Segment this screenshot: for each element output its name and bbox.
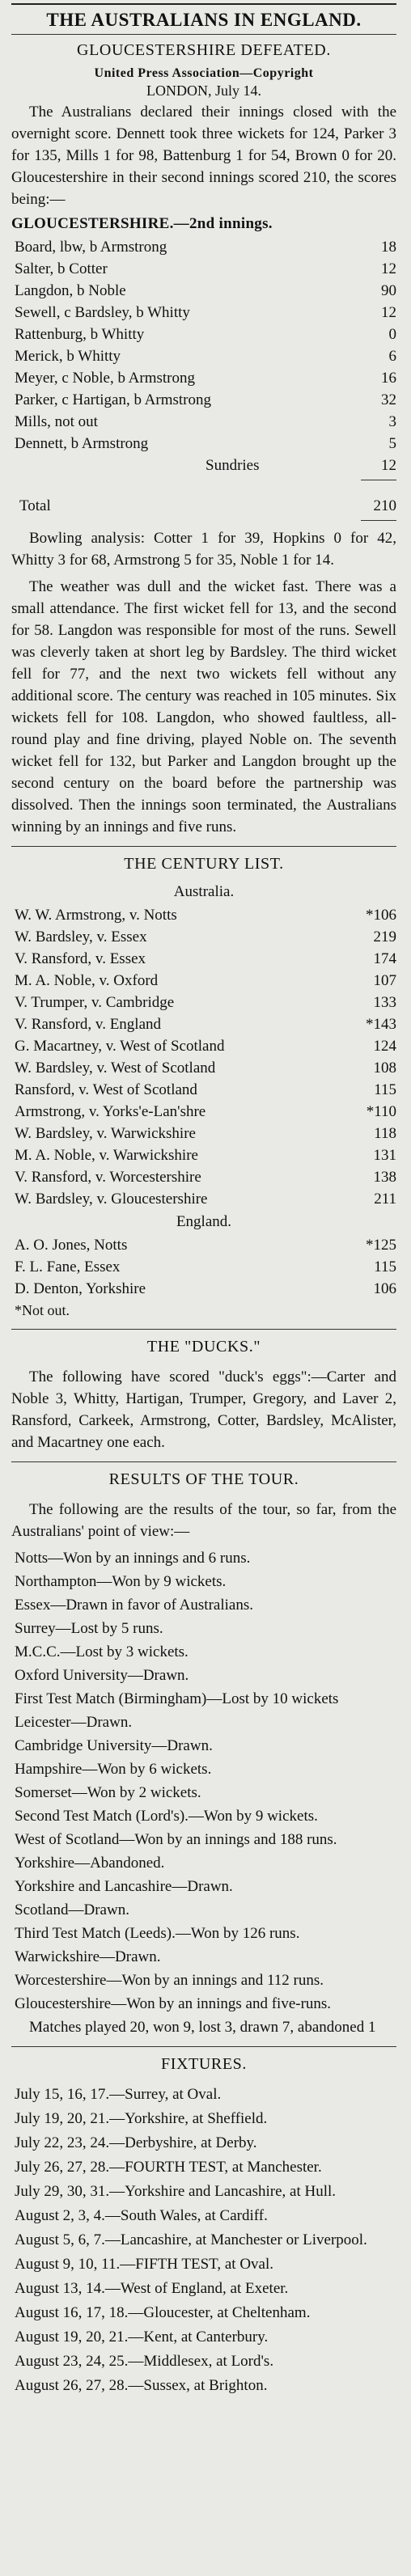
not-out-note: *Not out. <box>15 1302 70 1318</box>
scorecard-row <box>11 302 396 324</box>
australia-label: Australia. <box>173 883 235 900</box>
result-item: Worcestershire—Won by an innings and 112 runs. <box>15 1972 324 1989</box>
result-item: Gloucestershire—Won by an innings and five-runs. <box>15 1995 332 2012</box>
fixture-item: August 19, 20, 21.—Kent, at Canterbury. <box>15 2329 269 2345</box>
batsman: Dennett, b Armstrong <box>15 435 149 452</box>
century-player: Armstrong, v. Yorks'e-Lan'shre <box>15 1103 206 1120</box>
century-score: 107 <box>373 972 396 989</box>
result-item: Notts—Won by an innings and 6 runs. <box>15 1550 251 1567</box>
press-credit: United Press Association—Copyright <box>94 66 314 80</box>
result-item: Scotland—Drawn. <box>15 1901 129 1918</box>
fixture-item: August 13, 14.—West of England, at Exeter. <box>15 2280 289 2297</box>
result-item: Somerset—Won by 2 wickets. <box>15 1784 201 1801</box>
batsman: Merick, b Whitty <box>15 348 121 365</box>
batsman: Salter, b Cotter <box>15 260 108 277</box>
result-item: Yorkshire—Abandoned. <box>15 1855 165 1872</box>
divider <box>11 2046 396 2047</box>
fixtures-list <box>11 2083 396 2396</box>
century-row <box>11 992 396 1013</box>
ducks-paragraph: The following have scored "duck's eggs":—Carter and Noble 3, Whitty, Hartigan, Trumper, Gregory, and Laver 2, Ransford, Carkeek, Armstrong, Cotter, Bardsley, McAlister, and Macartney one each. <box>11 1368 396 1451</box>
century-row <box>11 926 396 948</box>
result-item: Northampton—Won by 9 wickets. <box>15 1573 227 1590</box>
century-player: A. O. Jones, Notts <box>15 1237 128 1254</box>
scorecard-row <box>11 324 396 345</box>
century-score: 124 <box>373 1038 396 1055</box>
runs: 32 <box>381 391 396 408</box>
century-player: V. Ransford, v. England <box>15 1016 162 1033</box>
century-row <box>11 1278 396 1300</box>
fixture-item: August 9, 10, 11.—FIFTH TEST, at Oval. <box>15 2256 274 2273</box>
divider <box>11 1329 396 1330</box>
century-row <box>11 1035 396 1057</box>
century-score: 138 <box>373 1169 396 1186</box>
century-score: 118 <box>374 1125 396 1142</box>
century-score: 219 <box>373 928 396 945</box>
result-item: Oxford University—Drawn. <box>15 1667 189 1684</box>
century-score: 108 <box>373 1060 396 1077</box>
scorecard <box>11 236 396 521</box>
century-row <box>11 904 396 926</box>
century-player: D. Denton, Yorkshire <box>15 1280 146 1297</box>
century-score: 174 <box>373 950 396 967</box>
total-row <box>11 495 396 517</box>
century-player: V. Ransford, v. Worcestershire <box>15 1169 201 1186</box>
result-item: Warwickshire—Drawn. <box>15 1948 161 1965</box>
scorecard-row <box>11 280 396 302</box>
scorecard-row <box>11 236 396 258</box>
fixture-item: July 29, 30, 31.—Yorkshire and Lancashire, at Hull. <box>15 2183 337 2200</box>
scorecard-row <box>11 258 396 280</box>
article-title: THE AUSTRALIANS IN ENGLAND. <box>46 10 362 30</box>
runs: 12 <box>381 304 396 321</box>
century-heading: THE CENTURY LIST. <box>124 855 284 873</box>
fixture-item: July 22, 23, 24.—Derbyshire, at Derby. <box>15 2134 257 2151</box>
result-item: Cambridge University—Drawn. <box>15 1737 213 1754</box>
runs: 90 <box>381 282 396 299</box>
batsman: Meyer, c Noble, b Armstrong <box>15 370 195 387</box>
total-label: Total <box>19 497 51 514</box>
divider <box>11 34 396 35</box>
fixture-item: July 15, 16, 17.—Surrey, at Oval. <box>15 2086 222 2103</box>
results-summary: Matches played 20, won 9, lost 3, drawn 7, abandoned 1 <box>29 2019 376 2036</box>
top-rule <box>11 3 396 5</box>
century-score: 211 <box>374 1191 396 1208</box>
century-player: W. Bardsley, v. Warwickshire <box>15 1125 196 1142</box>
result-item: Third Test Match (Leeds).—Won by 126 runs. <box>15 1925 300 1942</box>
sundries-value: 12 <box>381 457 396 474</box>
result-item: West of Scotland—Won by an innings and 188 runs. <box>15 1831 337 1848</box>
sum-rule <box>361 520 396 521</box>
scorecard-row <box>11 345 396 367</box>
runs: 0 <box>388 326 396 343</box>
scorecard-row <box>11 367 396 389</box>
century-row <box>11 1101 396 1123</box>
fixture-item: August 23, 24, 25.—Middlesex, at Lord's. <box>15 2353 274 2370</box>
sundries-label: Sundries <box>206 457 260 474</box>
scorecard-row <box>11 389 396 411</box>
result-item: Surrey—Lost by 5 runs. <box>15 1620 163 1637</box>
century-row <box>11 1234 396 1256</box>
result-item: Hampshire—Won by 6 wickets. <box>15 1761 212 1778</box>
fixture-item: August 5, 6, 7.—Lancashire, at Manchester or Liverpool. <box>15 2231 367 2248</box>
century-player: V. Ransford, v. Essex <box>15 950 146 967</box>
runs: 16 <box>381 370 396 387</box>
century-score: 131 <box>373 1147 396 1164</box>
runs: 6 <box>388 348 396 365</box>
century-player: Ransford, v. West of Scotland <box>15 1081 197 1098</box>
results-intro: The following are the results of the tour, so far, from the Australians' point of view:— <box>11 1501 396 1540</box>
century-score: *110 <box>366 1103 396 1120</box>
fixture-item: August 26, 27, 28.—Sussex, at Brighton. <box>15 2377 268 2394</box>
bowling-analysis: Bowling analysis: Cotter 1 for 39, Hopkins 0 for 42, Whitty 3 for 68, Armstrong 5 for 35, Noble 1 for 14. <box>11 530 396 569</box>
century-row <box>11 1123 396 1144</box>
batsman: Sewell, c Bardsley, b Whitty <box>15 304 190 321</box>
century-score: 106 <box>373 1280 396 1297</box>
century-player: V. Trumper, v. Cambridge <box>15 994 175 1011</box>
divider <box>11 846 396 847</box>
batsman: Board, lbw, b Armstrong <box>15 239 167 256</box>
batsman: Langdon, b Noble <box>15 282 126 299</box>
century-row <box>11 1144 396 1166</box>
runs: 12 <box>381 260 396 277</box>
century-player: M. A. Noble, v. Warwickshire <box>15 1147 198 1164</box>
runs: 5 <box>388 435 396 452</box>
century-player: G. Macartney, v. West of Scotland <box>15 1038 225 1055</box>
england-label: England. <box>176 1213 232 1230</box>
ducks-heading: THE "DUCKS." <box>146 1338 261 1356</box>
century-row <box>11 948 396 970</box>
century-score: 115 <box>374 1258 396 1275</box>
century-player: F. L. Fane, Essex <box>15 1258 121 1275</box>
century-row <box>11 970 396 992</box>
century-player: W. W. Armstrong, v. Notts <box>15 907 177 924</box>
result-item: Essex—Drawn in favor of Australians. <box>15 1597 253 1614</box>
century-score: *143 <box>366 1016 396 1033</box>
century-player: M. A. Noble, v. Oxford <box>15 972 159 989</box>
intro-paragraph: The Australians declared their innings closed with the overnight score. Dennett took three wickets for 124, Parker 3 for 135, Mills 1 for 98, Battenburg 1 for 54, Brown 0 for 20. Gloucestershire in their second innings scored 210, the scores being:— <box>11 104 396 208</box>
century-row <box>11 1013 396 1035</box>
scorecard-row <box>11 411 396 433</box>
results-list <box>11 1547 396 2015</box>
century-player: W. Bardsley, v. West of Scotland <box>15 1060 216 1077</box>
fixture-item: August 16, 17, 18.—Gloucester, at Cheltenham. <box>15 2304 311 2321</box>
century-score: 133 <box>373 994 396 1011</box>
runs: 3 <box>388 413 396 430</box>
century-score: 115 <box>374 1081 396 1098</box>
dateline: LONDON, July 14. <box>146 82 261 99</box>
gloucestershire-headline: GLOUCESTERSHIRE DEFEATED. <box>77 41 331 59</box>
century-row <box>11 1079 396 1101</box>
total-value: 210 <box>373 497 396 514</box>
century-list-england <box>11 1234 396 1300</box>
result-item: Yorkshire and Lancashire—Drawn. <box>15 1878 233 1895</box>
century-score: *125 <box>366 1237 396 1254</box>
fixture-item: July 19, 20, 21.—Yorkshire, at Sheffield. <box>15 2110 268 2127</box>
match-report: The weather was dull and the wicket fast. There was a small attendance. The first wicket fell for 13, and the second for 58. Langdon was responsible for most of the runs. Sewell was cleverly taken at short leg by Bardsley. The third wicket fell for 77, and the next two wickets fell without any additional score. The century was reached in 105 minutes. Six wickets fell for 108. Langdon, who showed faultless, all-round play and fine driving, played Noble on. The seventh wicket fell for 132, but Parker and Langdon brought up the second century on the board before the partnership was dissolved. Then the innings soon terminated, the Australians winning by an innings and five runs. <box>11 578 396 835</box>
century-row <box>11 1256 396 1278</box>
century-player: W. Bardsley, v. Gloucestershire <box>15 1191 208 1208</box>
century-row <box>11 1188 396 1210</box>
batsman: Mills, not out <box>15 413 98 430</box>
divider <box>11 1461 396 1462</box>
result-item: M.C.C.—Lost by 3 wickets. <box>15 1643 189 1660</box>
scorecard-row <box>11 433 396 455</box>
batsman: Rattenburg, b Whitty <box>15 326 145 343</box>
result-item: Leicester—Drawn. <box>15 1714 133 1731</box>
century-score: *106 <box>366 907 396 924</box>
batsman: Parker, c Hartigan, b Armstrong <box>15 391 212 408</box>
results-heading: RESULTS OF THE TOUR. <box>108 1470 299 1488</box>
runs: 18 <box>381 239 396 256</box>
result-item: Second Test Match (Lord's).—Won by 9 wickets. <box>15 1808 318 1825</box>
century-list-australia <box>11 904 396 1210</box>
century-row <box>11 1057 396 1079</box>
fixture-item: August 2, 3, 4.—South Wales, at Cardiff. <box>15 2207 268 2224</box>
century-row <box>11 1166 396 1188</box>
fixture-item: July 26, 27, 28.—FOURTH TEST, at Manchester. <box>15 2159 322 2176</box>
result-item: First Test Match (Birmingham)—Lost by 10 wickets <box>15 1690 339 1707</box>
sundries-row <box>11 455 396 476</box>
fixtures-heading: FIXTURES. <box>161 2055 247 2073</box>
innings-heading: GLOUCESTERSHIRE.—2nd innings. <box>11 215 273 232</box>
century-player: W. Bardsley, v. Essex <box>15 928 147 945</box>
